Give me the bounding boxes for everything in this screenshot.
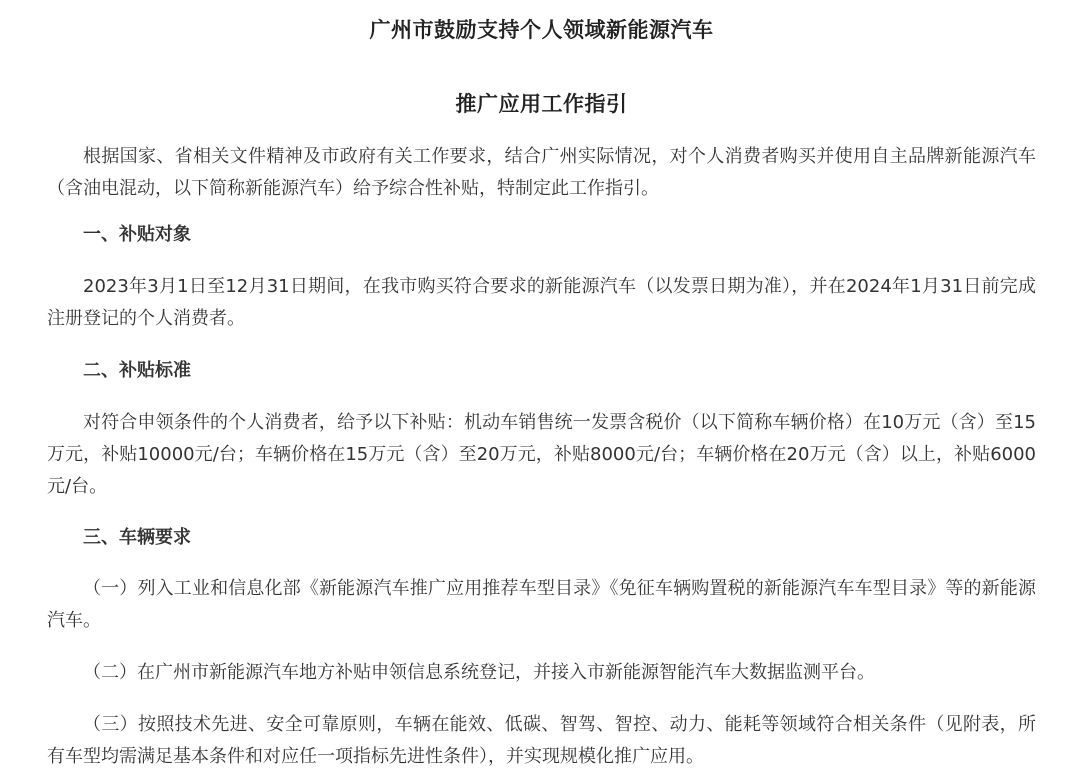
section-heading-subsidy-standard: 二、补贴标准 xyxy=(83,360,191,381)
intro-paragraph: 根据国家、省相关文件精神及市政府有关工作要求，结合广州实际情况，对个人消费者购买并使用自主品牌新能源汽车（含油电混动，以下简称新能源汽车）给予综合性补贴，特制定此工作指引。 xyxy=(47,146,1036,199)
subsidy-target-paragraph: 2023年3月1日至12月31日期间，在我市购买符合要求的新能源汽车（以发票日期为准），并在2024年1月31日前完成注册登记的个人消费者。 xyxy=(47,276,1036,329)
section-heading-subsidy-target: 一、补贴对象 xyxy=(83,224,191,245)
document-title-line-1: 广州市鼓励支持个人领域新能源汽车 xyxy=(369,18,714,42)
vehicle-requirement-3: （三）按照技术先进、安全可靠原则，车辆在能效、低碳、智驾、智控、动力、能耗等领域符合相关条件（见附表，所有车型均需满足基本条件和对应任一项指标先进性条件），并实现规模化推广应用。 xyxy=(47,714,1036,767)
vehicle-requirement-2: （二）在广州市新能源汽车地方补贴申领信息系统登记，并接入市新能源智能汽车大数据监测平台。 xyxy=(83,662,875,683)
vehicle-requirement-1: （一）列入工业和信息化部《新能源汽车推广应用推荐车型目录》《免征车辆购置税的新能源汽车车型目录》等的新能源汽车。 xyxy=(47,578,1036,631)
document-title-line-2: 推广应用工作指引 xyxy=(455,92,628,116)
section-heading-vehicle-requirements: 三、车辆要求 xyxy=(83,527,191,548)
subsidy-standard-paragraph: 对符合申领条件的个人消费者，给予以下补贴：机动车销售统一发票含税价（以下简称车辆价格）在10万元（含）至15万元，补贴10000元/台；车辆价格在15万元（含）至20万元，补贴8000元/台；车辆价格在20万元（含）以上，补贴6000元/台。 xyxy=(47,412,1036,497)
